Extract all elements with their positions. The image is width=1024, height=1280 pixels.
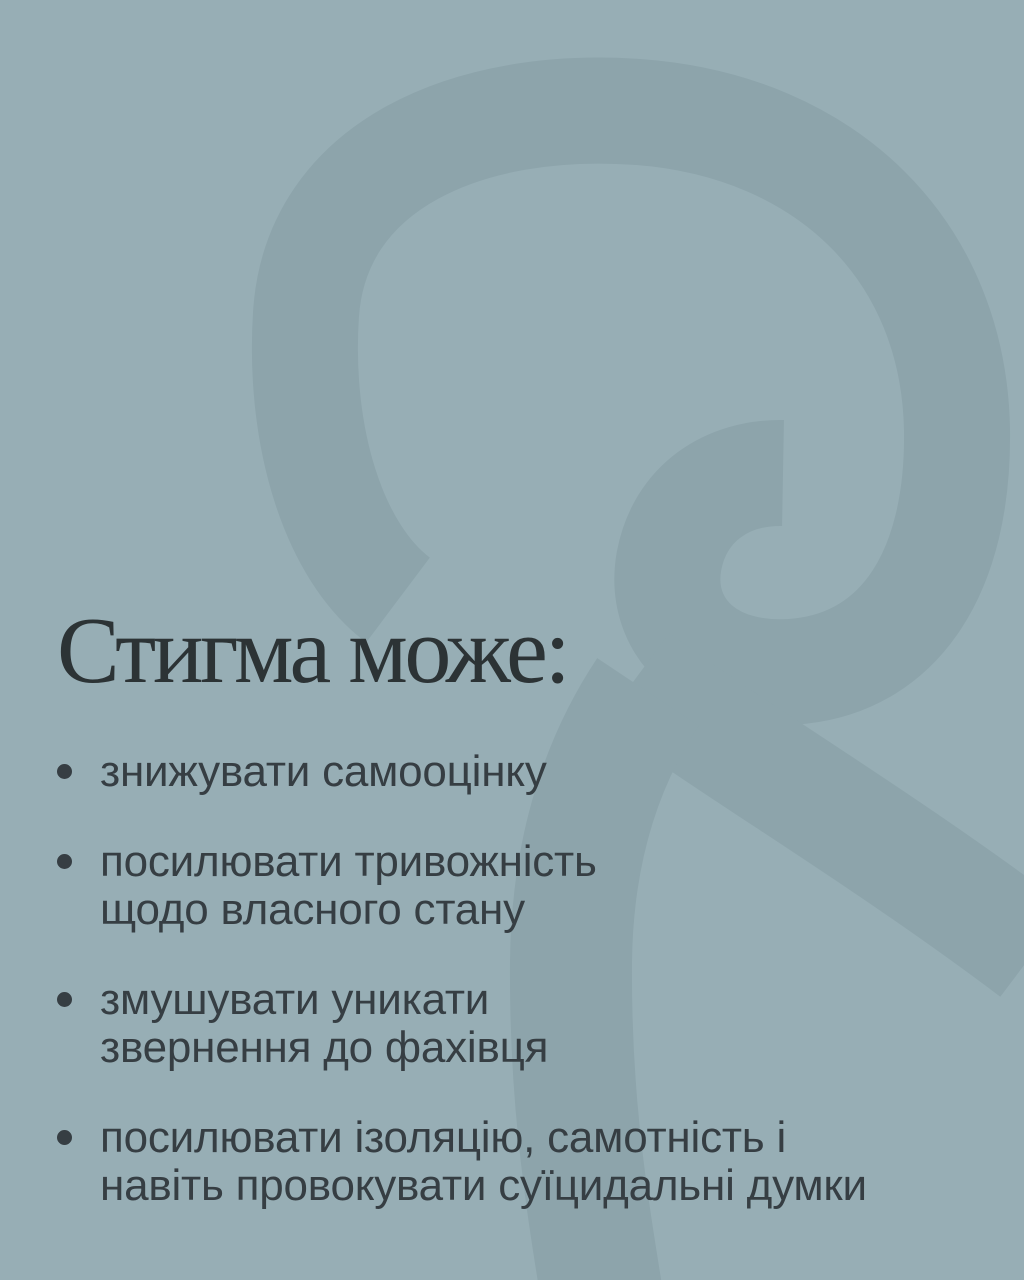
bullet-dot-icon (57, 992, 72, 1007)
list-item (57, 1114, 988, 1210)
bullet-dot-icon (57, 764, 72, 779)
list-item (57, 748, 988, 796)
slide-content (57, 599, 988, 1210)
bullet-text: посилювати ізоляцію, самотність і навіть провокувати суїцидальні думки (100, 1113, 867, 1210)
list-item (57, 838, 988, 934)
bullet-dot-icon (57, 1130, 72, 1145)
spiral-stroke (305, 111, 957, 673)
bullet-dot-icon (57, 854, 72, 869)
bullet-text: змушувати уникати звернення до фахівця (100, 975, 549, 1072)
slide-title: Стигма може: (57, 599, 568, 703)
bullet-text: посилювати тривожність щодо власного стану (100, 837, 597, 934)
bullet-text: знижувати самооцінку (100, 747, 547, 796)
list-item (57, 976, 988, 1072)
bullet-list (57, 748, 988, 1210)
